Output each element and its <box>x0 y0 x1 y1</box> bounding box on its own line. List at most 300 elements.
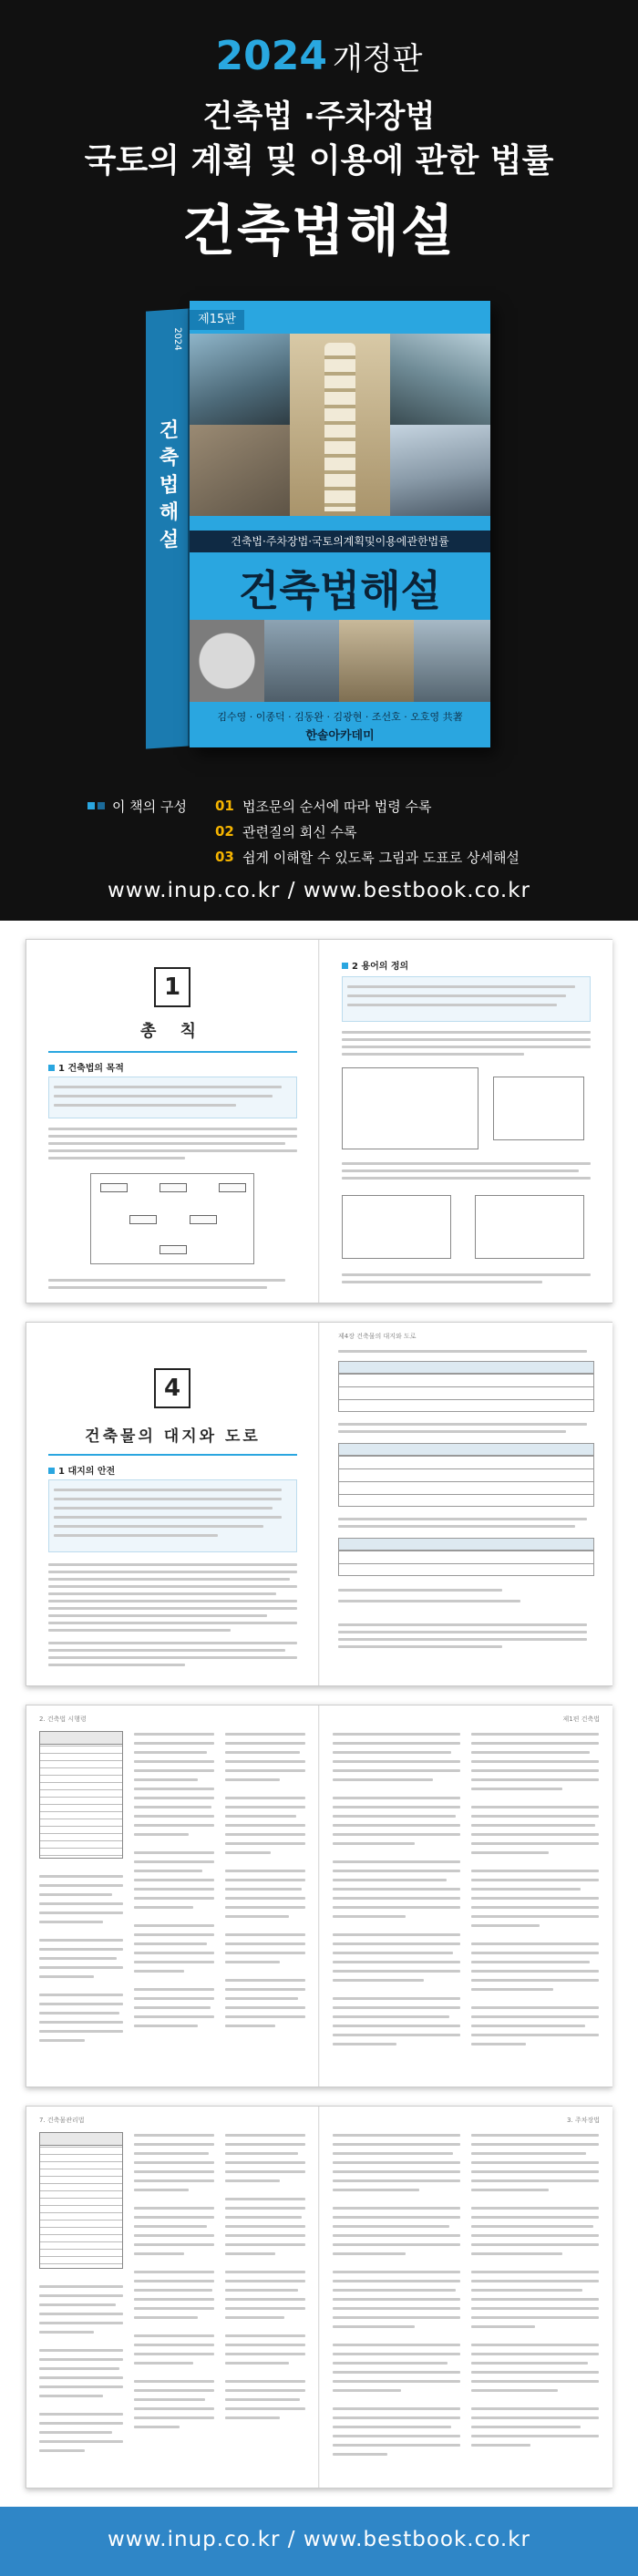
text-line <box>471 2252 562 2255</box>
text-line <box>48 1286 267 1289</box>
data-table <box>338 1361 594 1412</box>
text-line <box>338 1589 502 1592</box>
cover-photo-tower <box>290 334 390 516</box>
text-line <box>134 1833 189 1836</box>
text-line <box>225 1851 271 1854</box>
text-line <box>333 1879 447 1881</box>
text-line <box>338 1430 566 1433</box>
edition-label: 개정판 <box>332 41 423 77</box>
text-line <box>54 1095 273 1097</box>
data-table <box>338 1538 594 1576</box>
text-line <box>134 1778 198 1781</box>
spine-edition: 2024 <box>172 326 182 352</box>
text-line <box>134 2170 214 2173</box>
cover-photo <box>264 620 339 702</box>
text-line <box>225 1797 305 1799</box>
index-table <box>39 2132 123 2269</box>
section-heading-text: 1 건축법의 목적 <box>58 1064 124 1074</box>
text-line <box>333 2034 460 2036</box>
text-line <box>39 2422 123 2425</box>
text-line <box>471 2416 599 2419</box>
diagram-node <box>160 1183 187 1192</box>
text-line <box>342 1177 591 1180</box>
text-line <box>333 1952 453 1954</box>
feature-text: 관련질의 회신 수록 <box>242 823 357 840</box>
text-line <box>225 2334 305 2337</box>
text-line <box>225 2344 305 2346</box>
square-icon <box>87 802 95 809</box>
text-line <box>471 2362 588 2365</box>
page-spread-3 <box>26 1705 612 2087</box>
text-line <box>134 1906 193 1909</box>
text-line <box>471 1788 562 1790</box>
text-line <box>225 1815 296 1818</box>
text-line <box>333 1961 460 1963</box>
text-line <box>471 1979 599 1982</box>
text-line <box>333 2435 460 2437</box>
spread2-right-page <box>320 1323 612 1685</box>
text-line <box>338 1350 587 1353</box>
text-line <box>333 1733 460 1736</box>
text-line <box>333 1842 415 1845</box>
text-line <box>333 2134 460 2137</box>
text-line <box>225 1842 305 1845</box>
text-line <box>333 1824 460 1827</box>
text-line <box>48 1142 285 1145</box>
text-line <box>342 1273 591 1276</box>
text-line <box>225 2152 298 2155</box>
text-line <box>48 1607 297 1610</box>
text-line <box>471 1778 599 1781</box>
text-line <box>54 1489 282 1491</box>
index-table <box>39 1731 123 1859</box>
text-line <box>333 2344 460 2346</box>
text-line <box>225 1733 305 1736</box>
text-line <box>225 1879 305 1881</box>
cover-photo <box>339 620 414 702</box>
text-line <box>225 2015 305 2018</box>
text-line <box>471 1879 599 1881</box>
text-line <box>225 1888 302 1891</box>
text-line <box>134 2298 214 2301</box>
text-line <box>342 1031 591 1034</box>
text-line <box>48 1578 290 1581</box>
spread1-left-page <box>26 940 319 1303</box>
text-line <box>134 1933 214 1936</box>
cover-authors: 김수영 · 이종덕 · 김동완 · 김광현 · 조선호 · 오호영 共著 <box>217 711 463 723</box>
text-line <box>333 2389 401 2392</box>
text-line <box>471 2344 599 2346</box>
spread2-left-page <box>26 1323 319 1685</box>
header-year <box>0 33 638 79</box>
text-line <box>333 2189 419 2191</box>
cover-photo-strip <box>190 620 490 702</box>
text-line <box>333 2271 460 2273</box>
text-line <box>471 2216 599 2219</box>
text-line <box>225 1833 305 1836</box>
text-line <box>225 2198 305 2200</box>
text-line <box>48 1149 297 1152</box>
text-line <box>39 2395 103 2397</box>
text-line <box>225 1870 305 1872</box>
tower-shape <box>324 343 355 511</box>
text-line <box>471 2371 599 2374</box>
text-line <box>333 2426 451 2428</box>
text-line <box>48 1642 297 1644</box>
text-line <box>39 2413 123 2416</box>
text-line <box>54 1507 273 1510</box>
text-line <box>39 2376 123 2379</box>
feature-number: 03 <box>215 849 234 865</box>
text-line <box>333 1760 460 1763</box>
text-line <box>134 2289 212 2292</box>
text-line <box>225 1915 289 1918</box>
text-line <box>134 1851 214 1854</box>
spread4-left-page <box>26 2107 319 2488</box>
text-line <box>54 1498 282 1500</box>
table-header <box>339 1539 593 1551</box>
table-header <box>339 1362 593 1374</box>
text-line <box>54 1516 282 1519</box>
square-icon <box>98 802 105 809</box>
text-line <box>225 2025 275 2027</box>
text-line <box>471 2316 599 2319</box>
text-line <box>134 2152 209 2155</box>
text-line <box>333 1906 460 1909</box>
text-line <box>333 1815 456 1818</box>
text-line <box>471 1961 590 1963</box>
text-line <box>338 1600 520 1602</box>
text-line <box>48 1622 297 1624</box>
diagram-node <box>100 1183 128 1192</box>
footer-bar <box>0 2507 638 2576</box>
text-line <box>48 1656 297 1659</box>
website-links[interactable]: www.inup.co.kr / www.bestbook.co.kr <box>107 879 530 902</box>
text-line <box>134 1879 214 1881</box>
chapter-number: 4 <box>154 1368 190 1408</box>
chapter-rule <box>48 1454 297 1456</box>
text-line <box>225 2225 305 2228</box>
book-spine <box>146 308 190 748</box>
page-header: 제1편 건축법 <box>562 1716 600 1723</box>
page-header: 제4장 건축물의 대지와 도로 <box>338 1333 417 1340</box>
text-line <box>333 2252 406 2255</box>
text-line <box>333 1806 460 1808</box>
text-line <box>39 2440 123 2443</box>
text-line <box>225 2170 305 2173</box>
table-header <box>339 1444 593 1456</box>
text-line <box>39 2349 123 2352</box>
text-line <box>134 2398 205 2401</box>
text-line <box>134 2307 214 2310</box>
text-line <box>39 2030 123 2033</box>
diagram <box>90 1173 254 1264</box>
text-line <box>333 1751 451 1754</box>
text-line <box>342 1046 591 1048</box>
text-line <box>39 2385 123 2388</box>
text-line <box>225 1979 305 1982</box>
text-line <box>342 1162 591 1165</box>
text-line <box>471 2170 599 2173</box>
text-line <box>333 1970 460 1973</box>
text-line <box>225 2006 305 2009</box>
text-line <box>39 1948 123 1951</box>
cover-publisher: 한솔아카데미 <box>305 729 375 743</box>
text-line <box>39 1911 123 1914</box>
text-line <box>333 2298 460 2301</box>
text-line <box>471 2280 599 2282</box>
text-line <box>134 2134 214 2137</box>
section-heading <box>342 958 408 972</box>
spread3-left-page <box>26 1705 319 2087</box>
text-line <box>471 2444 530 2447</box>
text-line <box>471 2426 581 2428</box>
text-line <box>471 2380 599 2383</box>
feature-label <box>87 797 215 816</box>
text-line <box>39 2431 112 2434</box>
text-line <box>134 2407 214 2410</box>
text-line <box>333 2207 460 2210</box>
text-line <box>134 2216 214 2219</box>
text-line <box>471 1906 599 1909</box>
preview-section <box>0 921 638 2507</box>
text-line <box>333 2353 460 2355</box>
text-line <box>225 2380 305 2383</box>
text-line <box>39 1975 94 1978</box>
text-line <box>338 1631 587 1633</box>
text-line <box>333 1870 460 1872</box>
text-line <box>225 2353 305 2355</box>
spread1-right-page <box>320 940 612 1303</box>
cover-photo <box>390 425 490 516</box>
spread3-right-page <box>320 1705 612 2087</box>
text-line <box>225 1952 305 1954</box>
header-main-title: 건축법해설 <box>182 200 456 263</box>
text-line <box>225 1751 300 1754</box>
text-line <box>134 2161 214 2164</box>
text-line <box>471 1942 599 1945</box>
text-line <box>338 1623 587 1626</box>
text-line <box>225 1933 305 1936</box>
text-line <box>342 1281 542 1283</box>
section-bullet-icon <box>342 963 348 969</box>
text-line <box>225 2134 305 2137</box>
diagram <box>493 1077 584 1140</box>
text-line <box>342 1038 591 1041</box>
text-line <box>134 2344 214 2346</box>
text-line <box>333 2371 460 2374</box>
text-line <box>134 1815 214 1818</box>
text-line <box>39 1875 123 1878</box>
text-line <box>225 1824 305 1827</box>
text-line <box>333 2316 460 2319</box>
book-front-cover <box>190 301 490 747</box>
text-line <box>225 2234 305 2237</box>
table-header <box>40 1732 122 1745</box>
text-line <box>471 1806 599 1808</box>
feature-number: 01 <box>215 798 234 814</box>
page-spread-1 <box>26 939 612 1303</box>
text-line <box>471 2435 599 2437</box>
text-line <box>471 2189 549 2191</box>
text-line <box>471 2243 599 2246</box>
text-line <box>471 2207 599 2210</box>
text-line <box>134 2143 214 2146</box>
text-line <box>471 1742 599 1745</box>
text-line <box>333 1797 460 1799</box>
text-line <box>471 2353 599 2355</box>
cover-photo <box>390 334 490 425</box>
text-line <box>134 1970 184 1973</box>
text-line <box>333 2225 449 2228</box>
book-cover-image <box>146 301 492 757</box>
chapter-title: 건축물의 대지와 도로 <box>85 1427 261 1446</box>
footer-website-links[interactable]: www.inup.co.kr / www.bestbook.co.kr <box>107 2528 530 2551</box>
text-line <box>471 1988 553 1991</box>
text-line <box>471 1842 599 1845</box>
text-line <box>48 1649 285 1652</box>
text-line <box>471 1915 599 1918</box>
text-line <box>471 2134 599 2137</box>
text-line <box>134 1733 214 1736</box>
text-line <box>134 1824 214 1827</box>
text-line <box>333 1915 406 1918</box>
text-line <box>338 1638 587 1641</box>
text-line <box>225 1997 298 2000</box>
text-line <box>54 1525 263 1528</box>
text-line <box>471 2179 599 2182</box>
text-line <box>134 2189 189 2191</box>
text-line <box>134 2179 214 2182</box>
text-line <box>134 1961 214 1963</box>
text-line <box>225 2243 305 2246</box>
text-line <box>471 2271 599 2273</box>
text-line <box>39 2012 119 2014</box>
page-header: 3. 주차장법 <box>567 2117 600 2124</box>
text-line <box>471 2152 586 2155</box>
cover-photo <box>190 334 290 425</box>
section-heading-text: 1 대지의 안전 <box>58 1467 116 1477</box>
diagram <box>475 1195 584 1259</box>
text-line <box>134 1988 214 1991</box>
text-line <box>39 2039 85 2042</box>
text-line <box>54 1534 218 1537</box>
text-line <box>48 1592 276 1595</box>
text-line <box>333 2444 460 2447</box>
text-line <box>338 1423 587 1426</box>
text-line <box>225 2407 305 2410</box>
text-line <box>471 1733 599 1736</box>
text-line <box>48 1629 231 1632</box>
text-line <box>225 2216 302 2219</box>
text-line <box>333 2143 460 2146</box>
text-line <box>39 1939 123 1942</box>
text-line <box>225 2316 284 2319</box>
text-line <box>39 2358 123 2361</box>
diagram-node <box>129 1215 157 1224</box>
text-line <box>333 2307 460 2310</box>
text-line <box>333 1979 424 1982</box>
diagram-node <box>219 1183 246 1192</box>
text-line <box>225 2389 305 2392</box>
text-line <box>134 2207 214 2210</box>
text-line <box>134 1888 214 1891</box>
text-line <box>333 2407 460 2410</box>
text-line <box>39 2285 123 2288</box>
text-line <box>48 1279 285 1282</box>
text-line <box>347 985 575 988</box>
page-spread-2 <box>26 1322 612 1686</box>
text-line <box>225 1961 280 1963</box>
text-line <box>134 2271 214 2273</box>
section-heading-text: 2 용어의 정의 <box>352 962 409 972</box>
text-line <box>134 2353 214 2355</box>
text-line <box>333 2043 396 2045</box>
text-line <box>48 1128 297 1130</box>
text-line <box>39 1921 103 1923</box>
text-line <box>134 2416 214 2419</box>
text-line <box>333 2453 387 2456</box>
text-line <box>134 1751 207 1754</box>
text-line <box>471 1751 590 1754</box>
header-subtitle-1: 건축법 ·주차장법 <box>202 98 436 135</box>
text-line <box>333 2025 460 2027</box>
text-line <box>333 2380 460 2383</box>
text-line <box>225 1778 280 1781</box>
text-line <box>134 2243 214 2246</box>
text-line <box>225 1760 305 1763</box>
text-line <box>134 1952 214 1954</box>
feature-text: 법조문의 순서에 따라 법령 수록 <box>242 798 432 815</box>
text-line <box>333 2152 453 2155</box>
text-line <box>134 2025 198 2027</box>
text-line <box>471 1851 549 1854</box>
text-line <box>333 2006 460 2009</box>
text-line <box>39 1884 123 1887</box>
text-line <box>471 1870 599 1872</box>
text-line <box>471 1824 595 1827</box>
text-line <box>333 1833 460 1836</box>
text-line <box>225 2280 305 2282</box>
diagram <box>342 1067 478 1149</box>
feature-label-text: 이 책의 구성 <box>112 798 187 815</box>
text-line <box>471 1970 599 1973</box>
text-line <box>134 2334 214 2337</box>
spine-title: 건축법해설 <box>156 418 179 557</box>
text-line <box>471 2034 599 2036</box>
text-line <box>134 1860 214 1863</box>
text-line <box>225 2252 275 2255</box>
text-line <box>471 2234 599 2237</box>
page-header: 7. 건축물관리법 <box>39 2117 85 2124</box>
section-bullet-icon <box>48 1065 55 1071</box>
text-line <box>333 2216 460 2219</box>
text-line <box>48 1664 185 1666</box>
text-line <box>333 1897 460 1900</box>
text-line <box>48 1135 297 1138</box>
text-line <box>39 2449 85 2452</box>
text-line <box>342 1053 524 1056</box>
text-line <box>471 1815 599 1818</box>
section-heading <box>48 1463 115 1477</box>
cover-photo <box>190 425 290 516</box>
text-line <box>134 1997 214 2000</box>
text-line <box>134 1760 214 1763</box>
text-line <box>54 1104 236 1107</box>
chapter-title: 총 칙 <box>139 1022 206 1041</box>
feature-row <box>87 819 561 844</box>
cover-photo-grid <box>190 334 490 516</box>
